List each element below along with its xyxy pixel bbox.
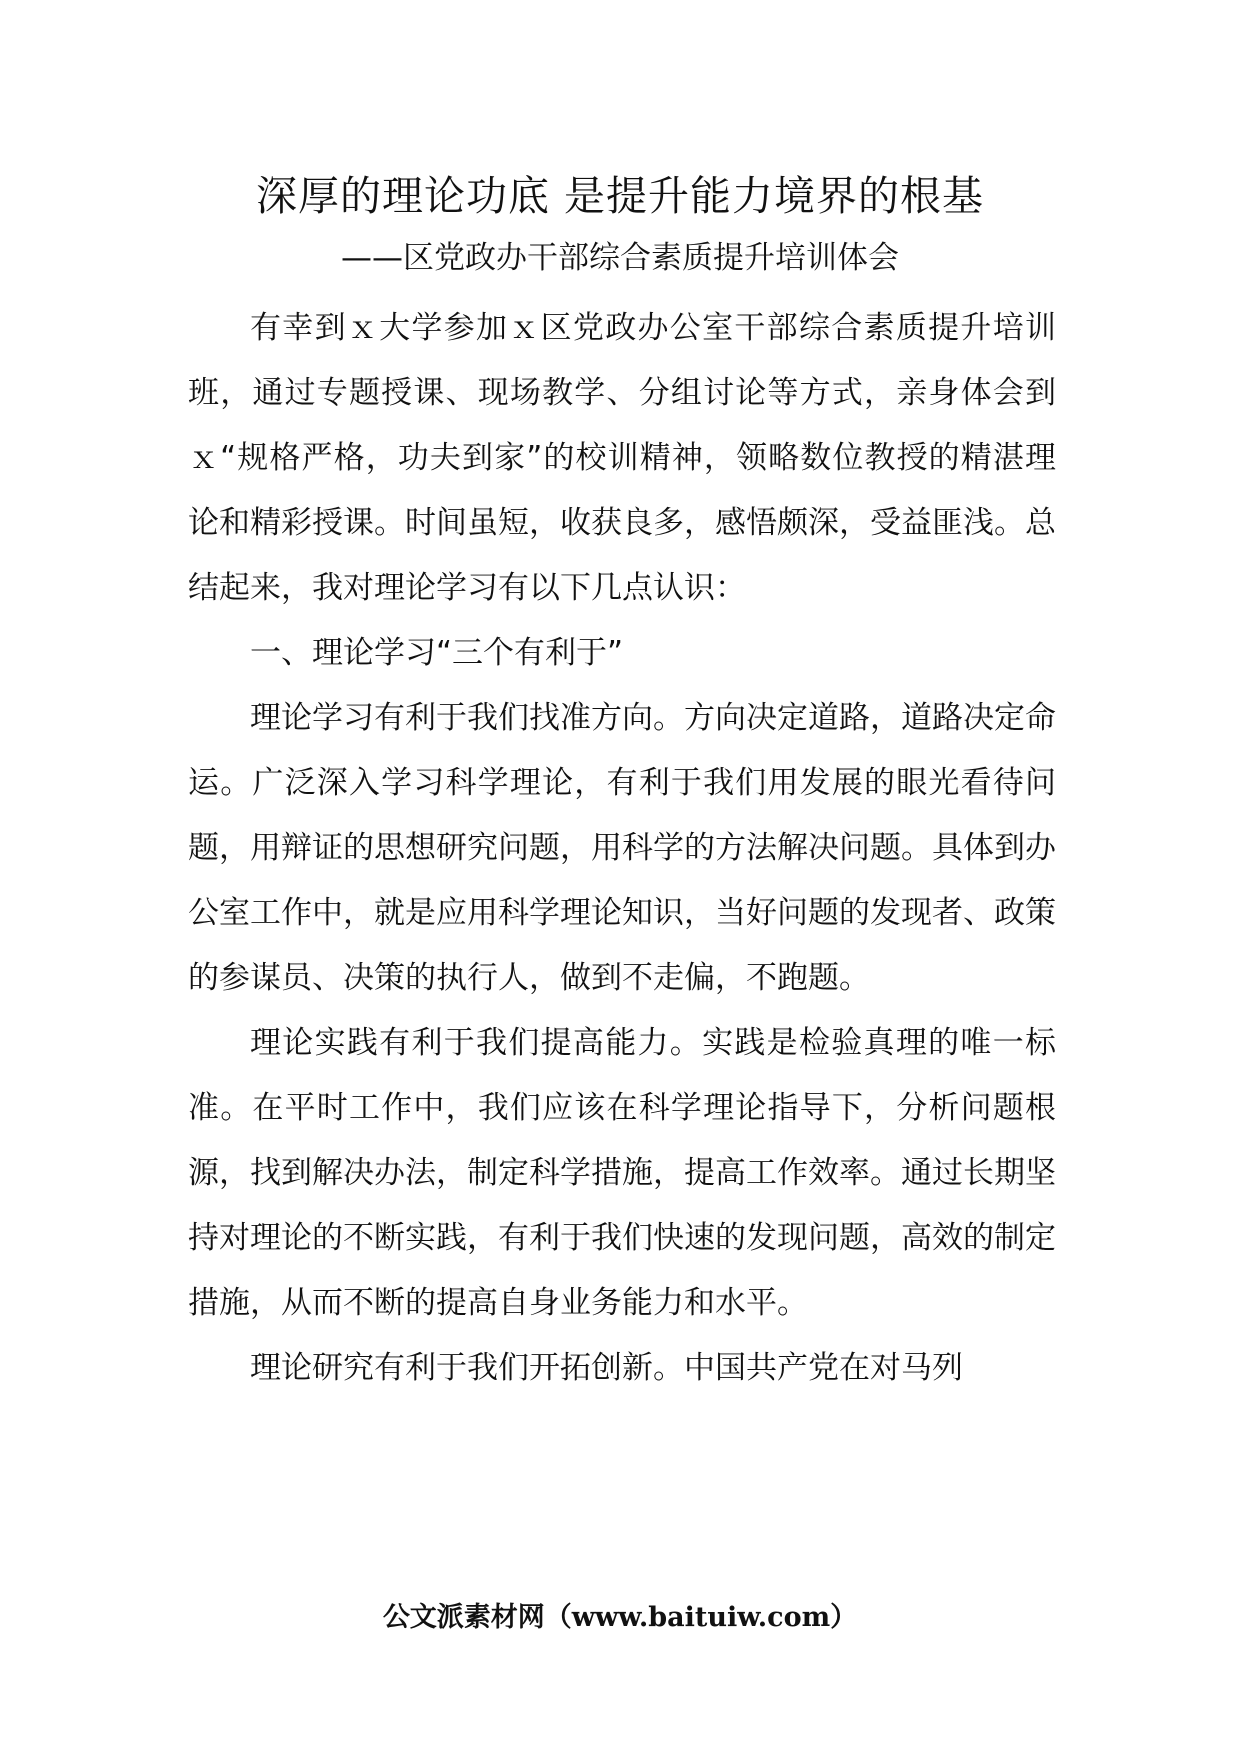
document-subtitle: ——区党政办干部综合素质提升培训体会 [341,240,899,276]
paragraph-intro: 有幸到ｘ大学参加ｘ区党政办公室干部综合素质提升培训班，通过专题授课、现场教学、分组讨论等方式，亲身体会到ｘ“规格严格，功夫到家”的校训精神，领略数位教授的精湛理论和精彩授课。时间虽短，收获良多，感悟颇深，受益匪浅。总结起来，我对理论学习有以下几点认识： [188,310,1056,606]
paragraph-innovation: 理论研究有利于我们开拓创新。中国共产党在对马列 [250,1350,963,1386]
paragraph-ability: 理论实践有利于我们提高能力。实践是检验真理的唯一标准。在平时工作中，我们应该在科学理论指导下，分析问题根源，找到解决办法，制定科学措施，提高工作效率。通过长期坚持对理论的不断实践，有利于我们快速的发现问题，高效的制定措施，从而不断的提高自身业务能力和水平。 [188,1025,1056,1321]
footer-watermark: 公文派素材网（www.baituiw.com） [382,1602,858,1633]
paragraph-direction: 理论学习有利于我们找准方向。方向决定道路，道路决定命运。广泛深入学习科学理论，有利于我们用发展的眼光看待问题，用辩证的思想研究问题，用科学的方法解决问题。具体到办公室工作中，就是应用科学理论知识，当好问题的发现者、政策的参谋员、决策的执行人，做到不走偏，不跑题。 [188,700,1056,996]
document-body [188,296,1056,1401]
section-heading: 一、理论学习“三个有利于” [250,635,624,671]
document-title: 深厚的理论功底 是提升能力境界的根基 [255,172,985,220]
